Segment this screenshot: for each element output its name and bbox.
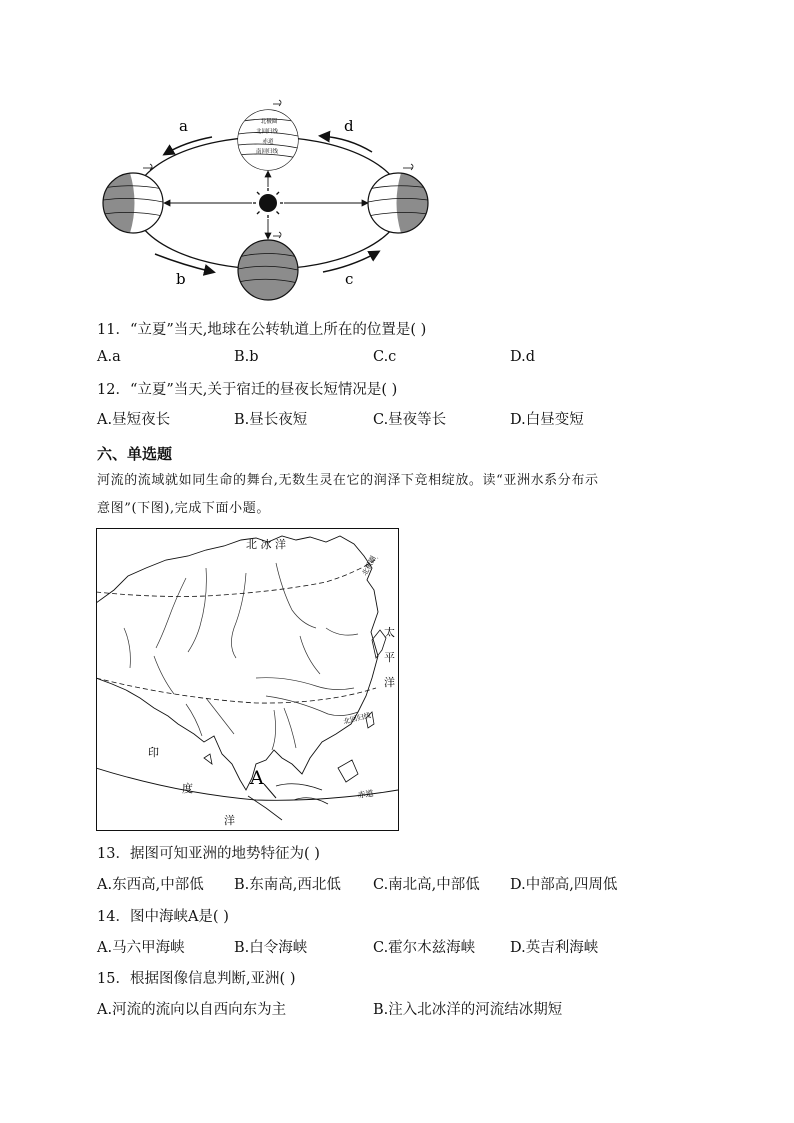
label-a: a: [179, 117, 188, 135]
label-pacific-1: 太: [384, 626, 395, 639]
label-d: d: [344, 117, 354, 135]
label-tropic-of-cancer: 北回归线: [342, 711, 372, 726]
globe-line-label: 北回归线: [255, 129, 279, 135]
q13-option-c[interactable]: C.南北高,中部低: [373, 877, 480, 893]
q12-option-c[interactable]: C.昼夜等长: [373, 412, 447, 428]
section-intro-line2: 意图”(下图),完成下面小题。: [97, 501, 270, 516]
globe-line-label: 赤道: [262, 139, 274, 145]
earth-globe-bottom: [238, 232, 298, 300]
globe-line-label: 北极圈: [260, 119, 278, 125]
q13-option-a[interactable]: A.东西高,中部低: [97, 877, 204, 893]
q15-option-a[interactable]: A.河流的流向以自西向东为主: [97, 1002, 287, 1018]
q14-option-d[interactable]: D.英吉利海峡: [510, 940, 599, 956]
earth-globe-right: [368, 164, 428, 233]
q14-option-a[interactable]: A.马六甲海峡: [97, 940, 185, 956]
q14-option-b[interactable]: B.白令海峡: [234, 940, 308, 956]
q13-option-b[interactable]: B.东南高,西北低: [234, 877, 341, 893]
earth-orbit-diagram: [95, 92, 440, 307]
sun-icon: [253, 188, 283, 218]
q12-option-a[interactable]: A.昼短夜长: [97, 412, 171, 428]
q11-option-a[interactable]: A.a: [97, 349, 121, 365]
question-12-stem: 12．“立夏”当天,关于宿迁的昼夜长短情况是( ): [97, 382, 398, 398]
label-b: b: [176, 270, 186, 288]
earth-globe-top: [238, 100, 298, 170]
label-pacific-2: 平: [384, 651, 395, 664]
q14-option-c[interactable]: C.霍尔木兹海峡: [373, 940, 476, 956]
label-strait-A: A: [250, 767, 264, 789]
q11-option-d[interactable]: D.d: [510, 349, 535, 365]
question-15-stem: 15．根据图像信息判断,亚洲( ): [97, 971, 296, 987]
label-equator: 赤道: [357, 788, 375, 800]
label-indian-1: 印: [148, 746, 159, 759]
globe-line-label: 南回归线: [255, 149, 279, 155]
q15-option-b[interactable]: B.注入北冰洋的河流结冰期短: [373, 1002, 563, 1018]
question-11-stem: 11．“立夏”当天,地球在公转轨道上所在的位置是( ): [97, 322, 427, 338]
q12-option-d[interactable]: D.白昼变短: [510, 412, 584, 428]
label-indian-3: 洋: [224, 814, 235, 827]
label-indian-2: 度: [182, 782, 193, 795]
earth-globe-left: [103, 164, 163, 233]
section-intro-line1: 河流的流域就如同生命的舞台,无数生灵在它的润泽下竞相绽放。读“亚洲水系分布示: [97, 473, 599, 488]
question-13-stem: 13．据图可知亚洲的地势特征为( ): [97, 846, 320, 862]
asia-river-map: [96, 528, 399, 831]
label-arctic-circle: 北极圈: [360, 554, 378, 577]
q11-option-c[interactable]: C.c: [373, 349, 397, 365]
label-pacific-3: 洋: [384, 676, 395, 689]
q12-option-b[interactable]: B.昼长夜短: [234, 412, 308, 428]
label-c: c: [345, 270, 354, 288]
section-title: 六、单选题: [97, 445, 173, 463]
label-arctic-ocean: 北 冰 洋: [246, 538, 286, 551]
arrow-a: [165, 137, 212, 154]
q11-option-b[interactable]: B.b: [234, 349, 259, 365]
question-14-stem: 14．图中海峡A是( ): [97, 909, 229, 925]
q13-option-d[interactable]: D.中部高,四周低: [510, 877, 618, 893]
